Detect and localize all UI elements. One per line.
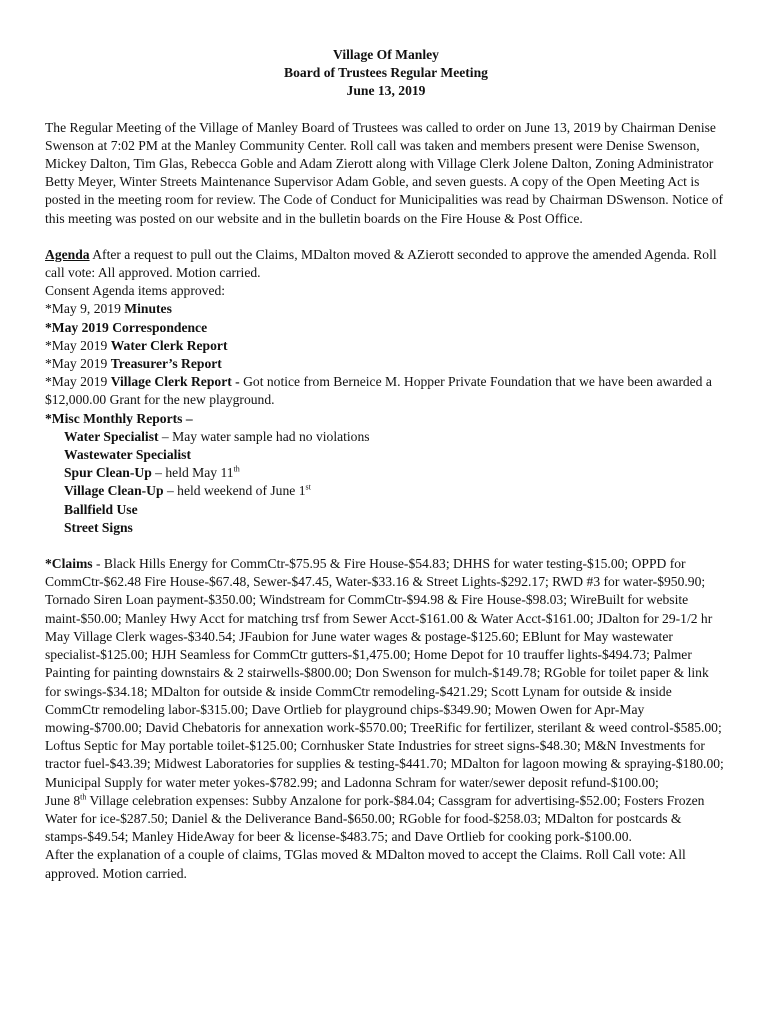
misc-report-detail: – May water sample had no violations xyxy=(158,428,370,444)
misc-report-detail: – held weekend of June 1 xyxy=(163,483,306,499)
consent-item-prefix: *May 2019 xyxy=(45,374,111,390)
misc-report-item xyxy=(45,501,727,519)
spacer xyxy=(45,537,727,555)
consent-item-prefix: *May 2019 xyxy=(45,319,113,335)
misc-report-item xyxy=(45,464,727,482)
consent-item xyxy=(45,373,727,409)
consent-item-label: Minutes xyxy=(124,301,172,317)
ordinal-suffix: th xyxy=(233,464,240,474)
agenda-paragraph xyxy=(45,246,727,282)
document-title: Village Of Manley xyxy=(333,47,439,62)
spacer xyxy=(45,101,727,119)
misc-report-item xyxy=(45,482,727,500)
misc-report-item xyxy=(45,446,727,464)
document-page xyxy=(45,46,727,883)
misc-report-label: Street Signs xyxy=(64,519,133,535)
claims-motion: After the explanation of a couple of claims, TGlas moved & MDalton moved to accept the Claims. Roll Call vote: All approved. Motion carried. xyxy=(45,847,686,881)
meeting-date: June 13, 2019 xyxy=(346,83,426,99)
misc-report-item xyxy=(45,519,727,537)
consent-item xyxy=(45,300,727,318)
celebration-expenses-text: Village celebration expenses: Subby Anzalone for pork-$84.04; Cassgram for advertising-$52.00; Fosters Frozen Water for ice-$287.50; Daniel & the Deliverance Band-$650.00; RGoble for food-$258.03; MDalton for postcards & stamps-$49.54; Manley HideAway for beer & license-$483.75; and Dave Ortlieb for cooking pork-$100.00. xyxy=(45,792,705,845)
claims-paragraph xyxy=(45,555,727,792)
consent-item-label: Water Clerk Report xyxy=(110,337,228,353)
misc-report-label: Water Specialist xyxy=(64,428,159,444)
misc-report-label: Spur Clean-Up xyxy=(64,465,152,481)
consent-item xyxy=(45,319,727,337)
misc-report-label: Village Clean-Up xyxy=(64,483,164,499)
consent-item-label: Village Clerk Report - xyxy=(110,374,240,390)
agenda-text: After a request to pull out the Claims, MDalton moved & AZierott seconded to approve the amended Agenda. Roll call vote: All approved. Motion carried. xyxy=(45,246,717,281)
misc-report-label: Ballfield Use xyxy=(64,501,138,517)
consent-item xyxy=(45,355,727,373)
misc-report-item xyxy=(45,428,727,446)
intro-paragraph: The Regular Meeting of the Village of Manley Board of Trustees was called to order on June 13, 2019 by Chairman Denise Swenson at 7:02 PM at the Manley Community Center. Roll call was taken and members present were Denise Swenson, Mickey Dalton, Tim Glas, Rebecca Goble and Adam Zierott along with Village Clerk Jolene Dalton, Zoning Administrator Betty Meyer, Winter Streets Maintenance Supervisor Adam Goble, and seven guests. A copy of the Open Meeting Act is posted in the meeting room for review. The Code of Conduct for Municipalities was read by Chairman DSwenson. Notice of this meeting was posted on our website and in the bulletin boards on the Fire House & Post Office. xyxy=(45,119,724,226)
consent-item-detail: Got notice from Berneice M. Hopper Private Foundation that we have been awarded a $12,000.00 Grant for the new playground. xyxy=(45,374,712,408)
consent-item-prefix: *May 2019 xyxy=(45,356,111,372)
misc-report-detail: – held May 11 xyxy=(151,465,234,481)
consent-item-label: Correspondence xyxy=(112,319,208,335)
claims-text: - Black Hills Energy for CommCtr-$75.95 & Fire House-$54.83; DHHS for water testing-$15.00; OPPD for CommCtr-$62.48 Fire House-$67.48, Sewer-$47.45, Water-$33.16 & Street Lights-$292.17; RWD #3 for water-$950.90; Tornado Siren Loan payment-$350.00; Windstream for CommCtr-$94.98 & Fire House-$98.03; WireBuilt for website maint-$50.00; Manley Hwy Acct for matching trsf from Sewer Acct-$161.00 & Water Acct-$161.00; JDalton for 29-1/2 hr May Village Clerk wages-$340.54; JFaubion for June water wages & postage-$125.60; EBlunt for May wastewater specialist-$125.00; HJH Seamless for CommCtr gutters-$1,475.00; Home Depot for 10 trauffer lights-$494.73; Palmer Painting for painting downstairs & 2 stairwells-$800.00; Don Swenson for mulch-$149.78; RGoble for toilet paper & link for swings-$34.18; MDalton for outside & inside CommCtr remodeling-$421.29; Scott Lynam for outside & inside CommCtr remodeling labor-$315.00; Dave Ortlieb for playground chips-$349.90; Mowen Owen for Apr-May mowing-$700.00; David Chebatoris for annexation work-$570.00; TreeRific for fertilizer, sterilant & weed control-$585.00; Loftus Septic for May portable toilet-$125.00; Cornhusker State Industries for street signs-$48.30; M&N Investments for tractor fuel-$43.39; Midwest Laboratories for supplies & testing-$441.70; MDalton for lagoon mowing & spraying-$180.00; Municipal Supply for water meter yokes-$782.99; and Ladonna Schram for water/sewer deposit refund-$100.00; xyxy=(45,556,724,790)
consent-item-prefix: *May 2019 xyxy=(45,337,111,353)
misc-report-label: Wastewater Specialist xyxy=(64,447,191,463)
celebration-expenses-paragraph xyxy=(45,792,727,847)
meeting-type: Board of Trustees Regular Meeting xyxy=(284,65,488,81)
consent-item-prefix: *May 9, 2019 xyxy=(45,301,125,317)
spacer xyxy=(45,228,727,246)
misc-reports-heading: *Misc Monthly Reports – xyxy=(45,410,193,426)
document-header xyxy=(45,46,727,101)
ordinal-suffix: st xyxy=(305,482,311,492)
ordinal-suffix: th xyxy=(80,792,87,802)
consent-item xyxy=(45,337,727,355)
celebration-date: June 8 xyxy=(45,792,81,808)
consent-intro: Consent Agenda items approved: xyxy=(45,283,226,299)
agenda-heading: Agenda xyxy=(45,246,90,262)
consent-item-label: Treasurer’s Report xyxy=(110,356,222,372)
claims-label: *Claims xyxy=(45,556,93,572)
